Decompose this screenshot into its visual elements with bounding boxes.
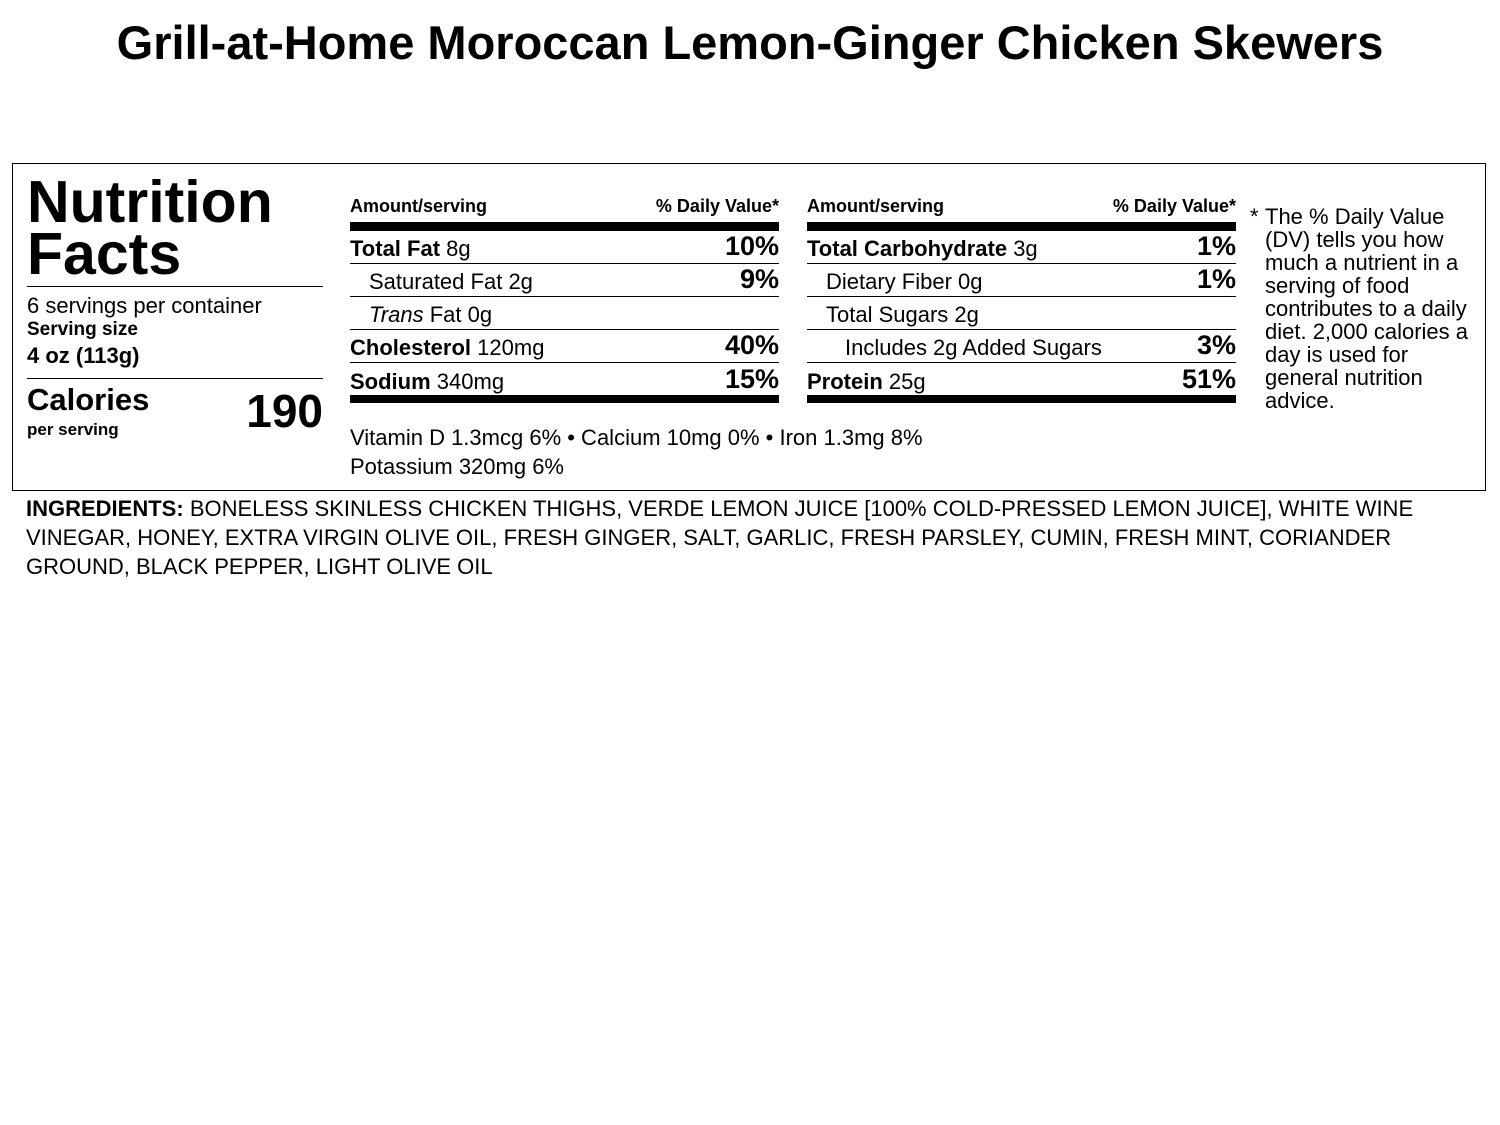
nutrient-dv: 1%: [1196, 231, 1236, 261]
nutrient-amount: 2g: [954, 302, 979, 327]
nutrient-dv: 40%: [724, 330, 779, 360]
nutrient-row-sodium: [350, 363, 779, 403]
nutrient-amount: 25g: [888, 369, 926, 394]
daily-value-header: % Daily Value*: [1112, 196, 1236, 216]
footnote-asterisk: *: [1250, 204, 1259, 229]
servings-per-container: 6 servings per container: [27, 293, 262, 318]
nutrient-dv: 51%: [1181, 364, 1236, 394]
nutrient-row-added-sugars: [807, 330, 1236, 363]
nutrient-name: Trans: [369, 302, 424, 327]
nutrient-name: Saturated Fat: [369, 269, 503, 294]
nutrient-dv: 3%: [1196, 330, 1236, 360]
nutrient-dv: 9%: [739, 264, 779, 294]
nutrition-facts-heading: Nutrition Facts: [27, 169, 273, 287]
nutrient-row-trans-fat: [350, 297, 779, 330]
calories-label: Calories: [27, 382, 150, 417]
amount-serving-header: Amount/serving: [350, 196, 488, 216]
nutrient-dv: 15%: [724, 364, 779, 394]
nutrient-row-total-sugars: [807, 297, 1236, 330]
nutrient-amount: Fat 0g: [429, 302, 493, 327]
ingredients-label: INGREDIENTS:: [26, 496, 184, 521]
nutrient-name: Total Carbohydrate: [807, 236, 1008, 261]
nutrient-amount: 3g: [1013, 236, 1038, 261]
ingredients-list: [26, 494, 1466, 581]
nutrient-row-saturated-fat: [350, 264, 779, 297]
product-title: Grill-at-Home Moroccan Lemon-Ginger Chicken Skewers: [116, 16, 1384, 69]
nutrient-name: Cholesterol: [350, 335, 472, 360]
nutrient-dv: 1%: [1196, 264, 1236, 294]
vitamins-line-1: Vitamin D 1.3mcg 6% • Calcium 10mg 0% • Iron 1.3mg 8%: [350, 425, 923, 450]
nutrition-facts-panel: [12, 163, 1486, 491]
nutrient-amount: 8g: [446, 236, 471, 261]
nutrient-name: Total Sugars: [826, 302, 949, 327]
calories-row: [27, 379, 323, 441]
nutrient-name: Dietary Fiber: [826, 269, 952, 294]
nutrient-row-dietary-fiber: [807, 264, 1236, 297]
nutrient-row-cholesterol: [350, 330, 779, 363]
column-header: [350, 190, 779, 231]
nutrient-column-right: [807, 190, 1236, 403]
vitamins-line-2: Potassium 320mg 6%: [350, 454, 564, 479]
nutrient-dv: 10%: [724, 231, 779, 261]
nutrient-amount: 0g: [958, 269, 983, 294]
nutrient-column-left: [350, 190, 779, 403]
nutrient-amount: 340mg: [436, 369, 505, 394]
serving-size-value: 4 oz (113g): [27, 343, 140, 368]
amount-serving-header: Amount/serving: [807, 196, 945, 216]
daily-value-header: % Daily Value*: [655, 196, 779, 216]
nutrient-name: Total Fat: [350, 236, 441, 261]
nutrition-summary: [27, 169, 323, 441]
nutrient-row-total-fat: [350, 231, 779, 264]
nutrient-amount: 2g: [508, 269, 533, 294]
nutrient-name: Includes 2g Added Sugars: [845, 335, 1102, 360]
nutrient-row-protein: [807, 363, 1236, 403]
calories-per-serving-label: per serving: [27, 420, 119, 439]
serving-size-label: Serving size: [27, 319, 138, 340]
footnote-text: The % Daily Value (DV) tells you how much a nutrient in a serving of food contributes to a daily diet. 2,000 calories a day is used for general nutrition advice.: [1265, 204, 1469, 413]
column-header: [807, 190, 1236, 231]
vitamins-minerals: [350, 423, 923, 481]
ingredients-text: BONELESS SKINLESS CHICKEN THIGHS, VERDE LEMON JUICE [100% COLD-PRESSED LEMON JUICE], WHITE WINE VINEGAR, HONEY, EXTRA VIRGIN OLIVE OIL, FRESH GINGER, SALT, GARLIC, FRESH PARSLEY, CUMIN, FRESH MINT, CORIANDER GROUND, BLACK PEPPER, LIGHT OLIVE OIL: [26, 496, 1414, 579]
daily-value-footnote: [1250, 205, 1480, 412]
calories-value: 190: [246, 385, 323, 437]
nutrient-name: Sodium: [350, 369, 431, 394]
nutrient-amount: 120mg: [477, 335, 545, 360]
nutrient-row-total-carbohydrate: [807, 231, 1236, 264]
nutrient-name: Protein: [807, 369, 883, 394]
